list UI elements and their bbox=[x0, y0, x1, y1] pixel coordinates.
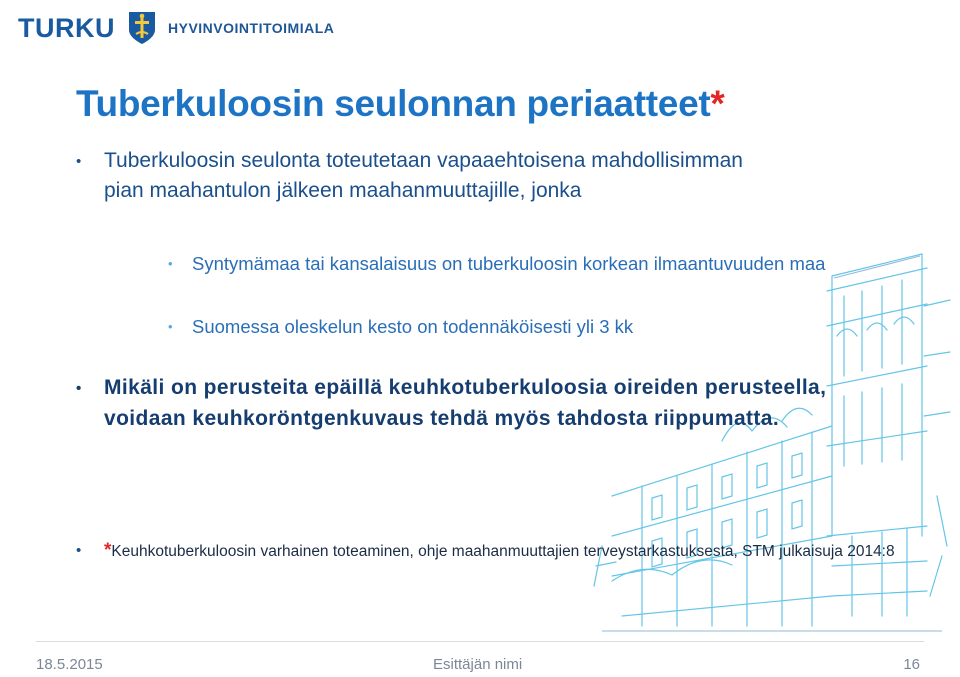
footnote-marker: * bbox=[104, 540, 112, 561]
bullet-icon: • bbox=[76, 153, 82, 170]
footnote bbox=[76, 537, 924, 566]
footer-presenter: Esittäjän nimi bbox=[433, 656, 523, 673]
slide-title-text: Tuberkuloosin seulonnan periaatteet bbox=[76, 83, 711, 124]
logo-unit-name: HYVINVOINTITOIMIALA bbox=[168, 20, 335, 36]
bullet-icon: • bbox=[168, 319, 173, 334]
header-logo bbox=[18, 8, 334, 48]
bullet-2 bbox=[76, 372, 884, 434]
sub-bullet-1-text: Syntymämaa tai kansalaisuus on tuberkuloosin korkean ilmaantuvuuden maa bbox=[192, 253, 826, 274]
bullet-icon: • bbox=[168, 256, 173, 271]
building-sketch-illustration bbox=[582, 236, 952, 642]
bullet-1-item bbox=[76, 146, 756, 206]
title-footnote-marker: * bbox=[710, 83, 725, 124]
logo-turku-text: TURKU bbox=[18, 12, 115, 43]
bullet-1 bbox=[76, 146, 756, 206]
slide-title bbox=[76, 83, 724, 125]
footnote-text: Keuhkotuberkuloosin varhainen toteaminen, ohje maahanmuuttajien terveystarkastuksesta, STM julkaisuja 2014:8 bbox=[111, 543, 895, 560]
bullet-2-text: Mikäli on perusteita epäillä keuhkotuberkuloosia oireiden perusteella, voidaan keuhkoröntgenkuvaus tehdä myös tahdosta riippumatta. bbox=[104, 376, 827, 430]
bullet-icon: • bbox=[76, 542, 82, 559]
footer-date: 18.5.2015 bbox=[36, 656, 103, 673]
sub-bullet-2-text: Suomessa oleskelun kesto on todennäköisesti yli 3 kk bbox=[192, 316, 634, 337]
bullet-1-text: Tuberkuloosin seulonta toteutetaan vapaaehtoisena mahdollisimman pian maahantulon jälkeen maahanmuuttajille, jonka bbox=[104, 149, 743, 202]
page-number: 16 bbox=[903, 656, 920, 673]
bullet-icon: • bbox=[76, 380, 82, 397]
coat-of-arms-icon bbox=[127, 10, 157, 46]
